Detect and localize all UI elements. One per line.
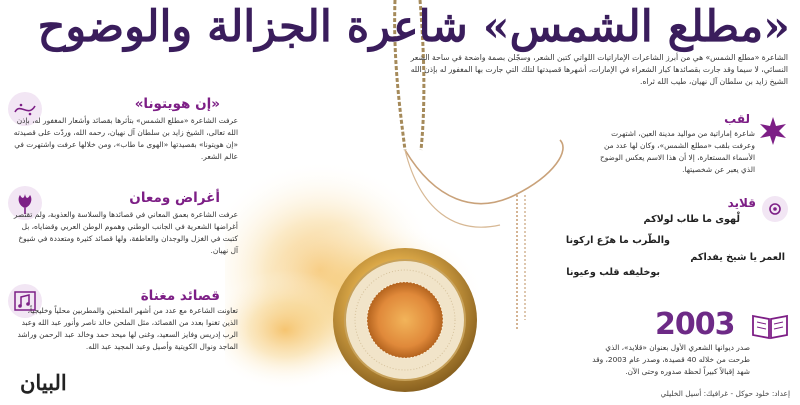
diwan-text: صدر ديوانها الشعري الأول بعنوان «قلايد»، الذي طرحت من خلاله 40 قصيدة، وصدر عام 2003، وقد شهد إقبالاً كبيراً لحظة صدوره وحتى الآن.: [592, 343, 750, 376]
section-title-in-hoytona: «إن هويتونا»: [134, 96, 220, 112]
section-title-songs: قصائد مغناة: [140, 288, 220, 304]
section-text-themes: عرفت الشاعرة بعمق المعاني في قصائدها والسلاسة والعذوبة، ولم تقتصر أغراضها الشعرية في الجانب الوطني وهموم الوطن العربي وقضاياه، بل كتبت في الغزل والوجدان والعاطفة، ولها قصائد كثيرة ومتعددة في شيوخ آل نهيان.: [13, 210, 238, 255]
poem-line-4: بوخليفه قلب وعيونا: [566, 267, 660, 278]
credits: إعداد: خلود حوكل - غرافيك: أسيل الخليلي: [660, 389, 790, 398]
poem-line-1: لْهوى ما طاب لولاكم: [643, 214, 740, 225]
laqab-label: لقب: [724, 112, 750, 126]
poem-line-3: العمر يا شيخ يفداكم: [690, 252, 785, 263]
section-text-in-hoytona: عرفت الشاعرة «مطلع الشمس» بتأثرها بقصائد وأشعار المغفور له، بإذن الله تعالى، الشيخ زايد بن سلطان آل نهيان، رحمه الله، وردّت على قصيدته «إن هويتونا» بقصيدتها «الهوى ما طاب»، ومن خلالها عرفت واشتهرت في عالم الشعر.: [13, 116, 238, 161]
intro-paragraph: الشاعرة «مطلع الشمس» هي من أبرز الشاعرات الإماراتيات اللواتي كتبن الشعر، وسجّلن بصمة واضحة في ساحة الشعر النسائي، لا سيما وقد جارت بقصائدها كبار الشعراء في الإمارات، أشهرها قصيدتها لتلك التي جارت بها المغفور له بإذن الله الشيخ زايد بن سلطان آل نهيان، طيب الله ثراه.: [410, 53, 788, 86]
page-title: «مطلع الشمس» شاعرة الجزالة والوضوح: [37, 2, 790, 52]
albayan-logo: البيان: [20, 370, 67, 395]
star-badge-icon: [758, 116, 788, 146]
diwan-year: 2003: [655, 307, 735, 342]
qalayid-label: قلايد: [727, 196, 756, 210]
book-icon: [750, 310, 790, 342]
section-text-songs: تعاونت الشاعرة مع عدد من أشهر الملحنين والمطربين محلياً وخليجياً، الذين تغنوا بعدد من القصائد، مثل الملحن خالد ناصر وأنور عبد الله وعبد الرب إدريس وفايز السعيد، وغنى لها ميحد حمد وخالد عبد الرحمن وراشد الماجد ونوال الكويتية وأصيل وعبد المجيد عبد الله.: [17, 306, 238, 351]
poem-line-2: والطّرب ما هزّع اركونا: [565, 235, 670, 246]
section-title-themes: أغراض ومعان: [129, 190, 220, 206]
ornament-icon: [762, 196, 788, 222]
laqab-text: شاعرة إماراتية من مواليد مدينة العين، اشتهرت وعرفت بلقب «مطلع الشمس»، وكان لها عدد من الأسماء المستعارة، إلا أن هذا الاسم يعكس الوضوح الذي يعبر عن شخصيتها.: [599, 129, 755, 174]
